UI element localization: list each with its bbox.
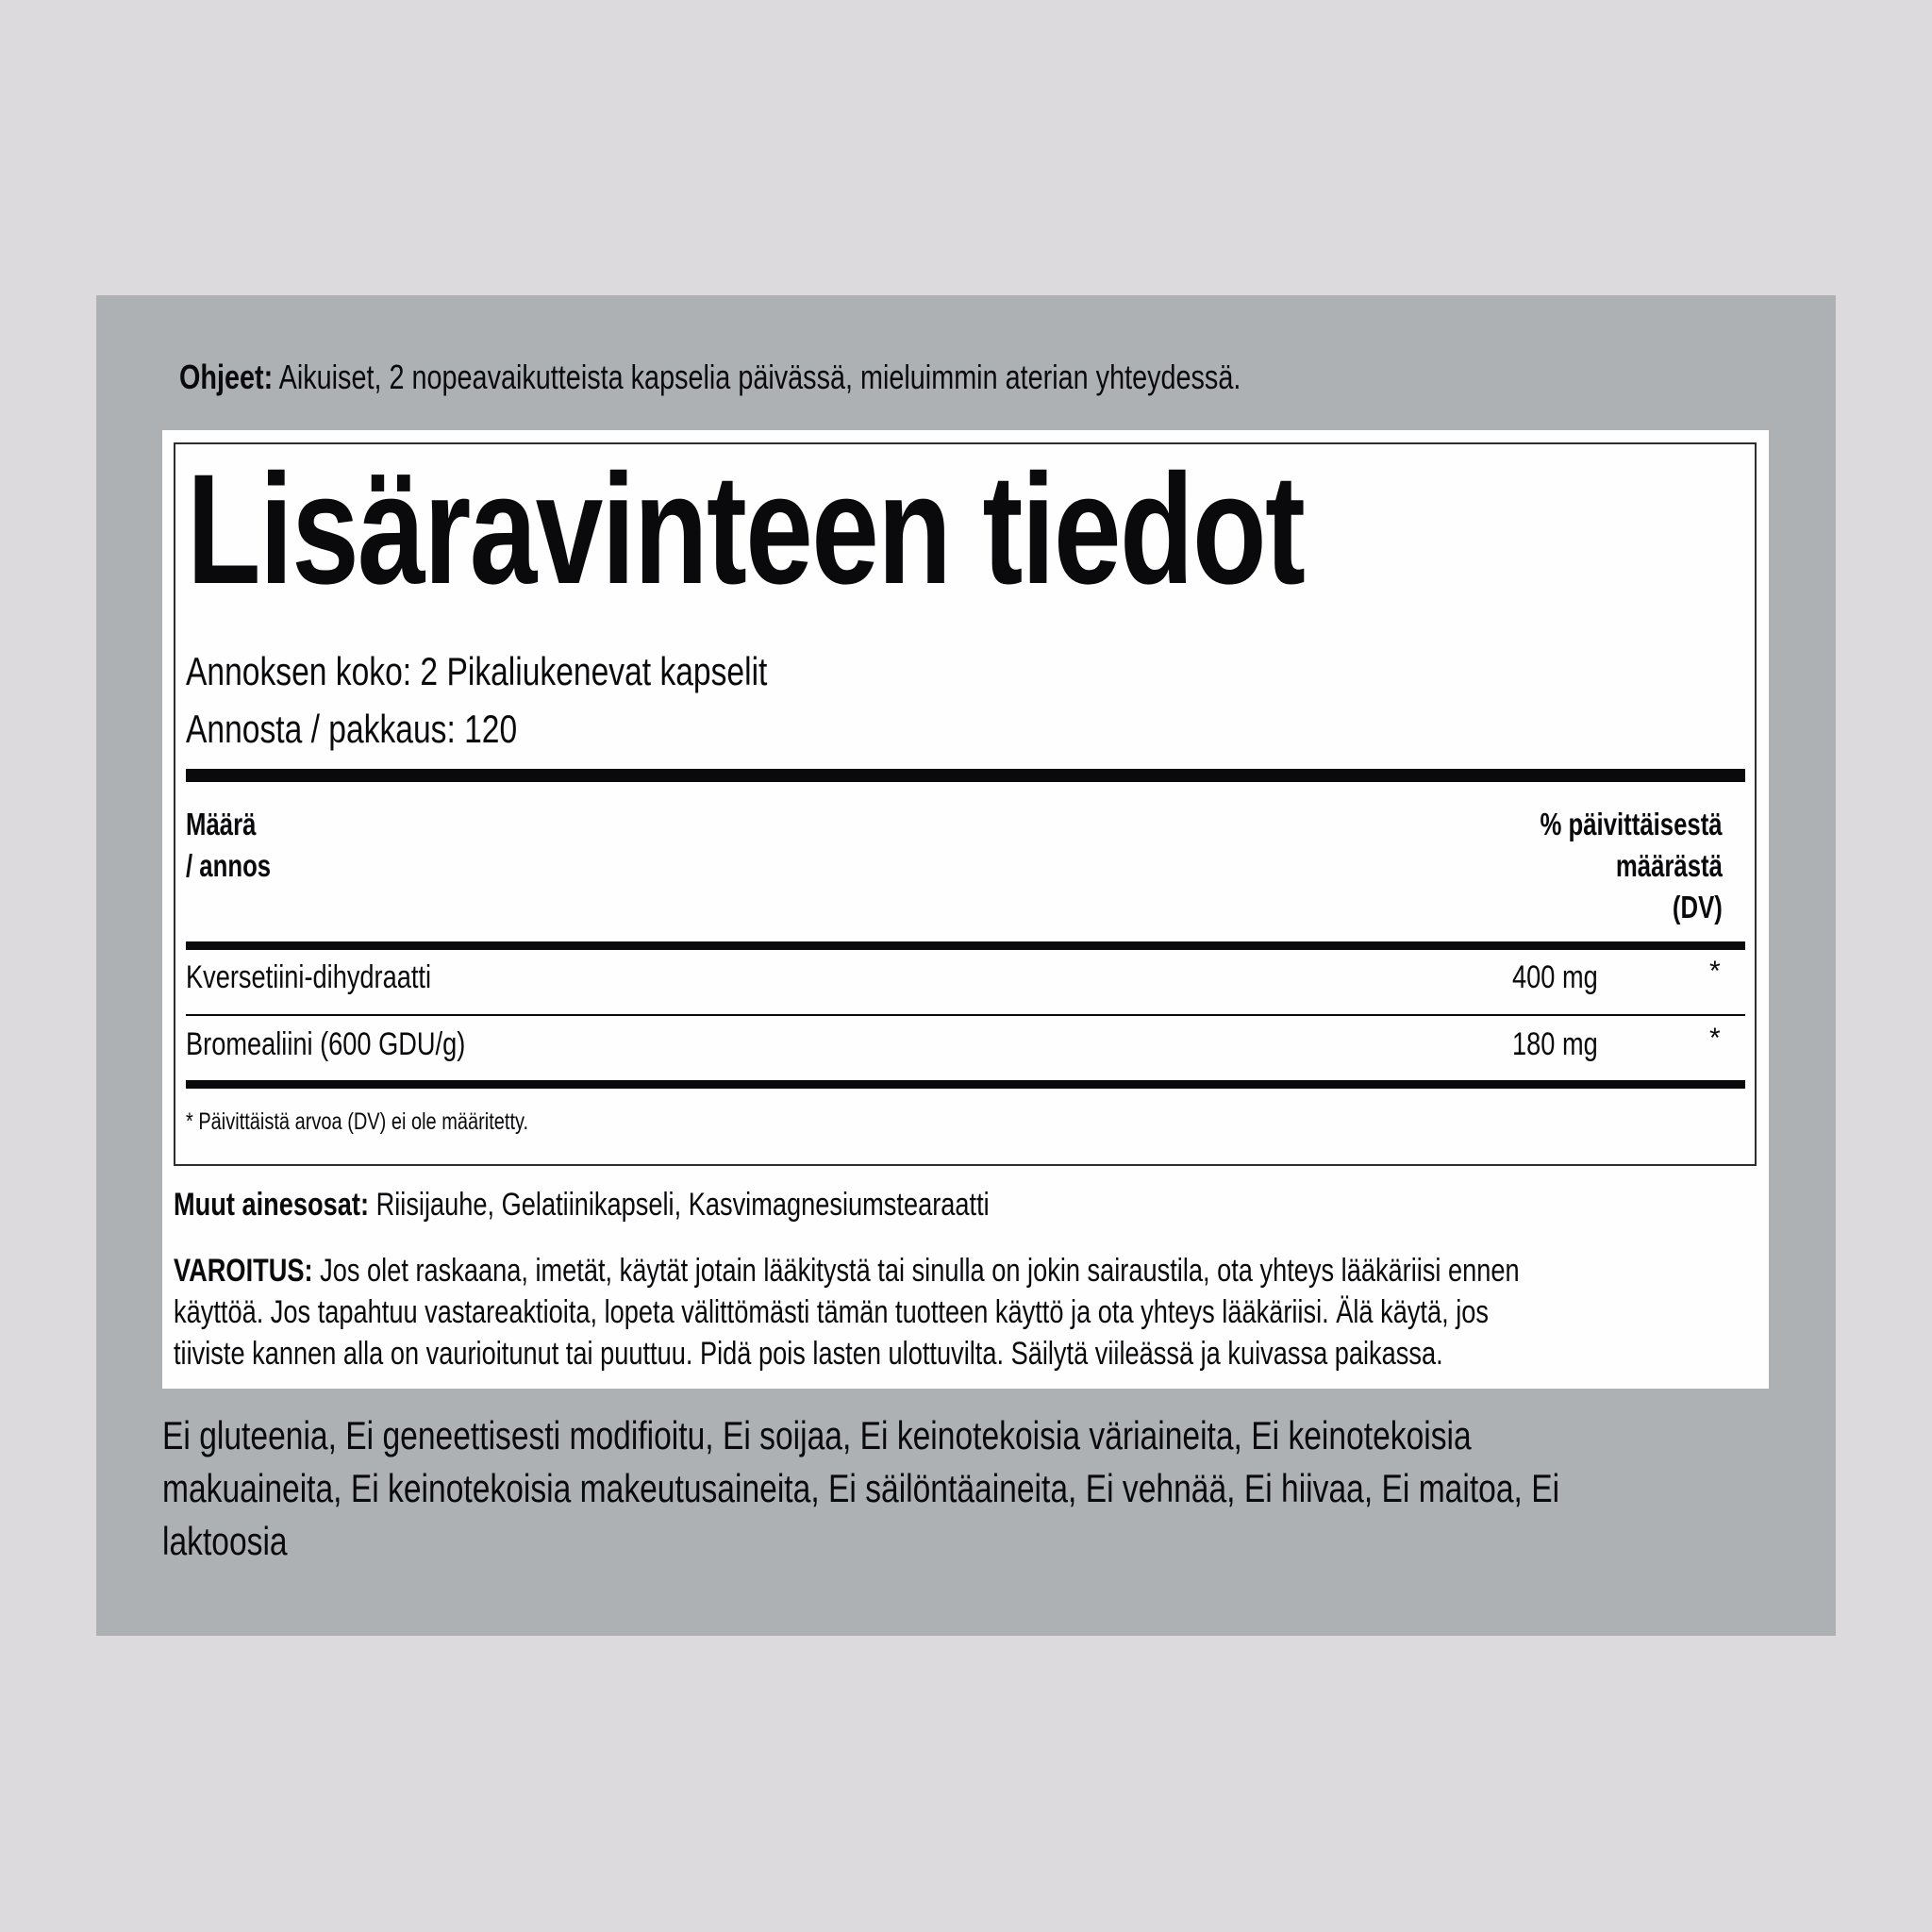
ingredient-name: Kversetiini-dihydraatti (186, 959, 432, 995)
servings-per-container: Annosta / pakkaus: 120 (186, 707, 518, 751)
amount-per-serving-header: Määrä / annos (186, 807, 272, 883)
facts-title-text: Lisäravinteen tiedot (187, 442, 1305, 617)
ingredient-dv: * (1709, 956, 1721, 987)
thick-divider (186, 1080, 1745, 1089)
facts-title (187, 442, 1628, 617)
directions (179, 357, 1507, 398)
directions-text: Aikuiset, 2 nopeavaikutteista kapselia päivässä, mieluimmin aterian yhteydessä. (273, 358, 1241, 396)
ingredient-name: Bromealiini (600 GDU/g) (186, 1026, 466, 1062)
warning: VAROITUS: Jos olet raskaana, imetät, käytät jotain lääkitystä tai sinulla on jokin sairaustila, ota yhteys lääkäriisi ennen käyttöä. Jos tapahtuu vastareaktioita, lopeta välittömästi tämän tuotteen käyttö ja ota yhteys lääkäriisi. Älä käytä, jos tiiviste kannen alla on vaurioitunut tai puuttuu. Pidä pois lasten ulottuvilta. Säilytä viileässä ja kuivassa paikassa. (174, 1253, 1520, 1372)
ingredient-amount: 400 mg (1512, 959, 1598, 995)
thick-divider (186, 941, 1745, 950)
warning-label: VAROITUS: (174, 1253, 313, 1289)
thin-divider (186, 1014, 1745, 1016)
free-from-claims: Ei gluteenia, Ei geneettisesti modifioitu, Ei soijaa, Ei keinotekoisia väriaineita, Ei keinotekoisia makuaineita, Ei keinotekoisia makeutusaineita, Ei säilöntäaineita, Ei vehnää, Ei hiivaa, Ei maitoa, Ei laktoosia (162, 1413, 1560, 1563)
other-ingredients (174, 1186, 1193, 1224)
other-ingredients-label: Muut ainesosat: (174, 1187, 370, 1223)
ingredient-amount: 180 mg (1512, 1026, 1598, 1062)
dv-footnote: * Päivittäistä arvoa (DV) ei ole määritetty. (186, 1108, 529, 1135)
daily-value-header: % päivittäisestä määrästä (DV) (1540, 807, 1723, 924)
ingredient-dv: * (1709, 1023, 1721, 1054)
thick-divider (186, 769, 1745, 782)
other-ingredients-text: Riisijauhe, Gelatiinikapseli, Kasvimagnesiumstearaatti (369, 1187, 990, 1223)
serving-size: Annoksen koko: 2 Pikaliukenevat kapselit (186, 649, 768, 693)
directions-label: Ohjeet: (179, 358, 274, 396)
